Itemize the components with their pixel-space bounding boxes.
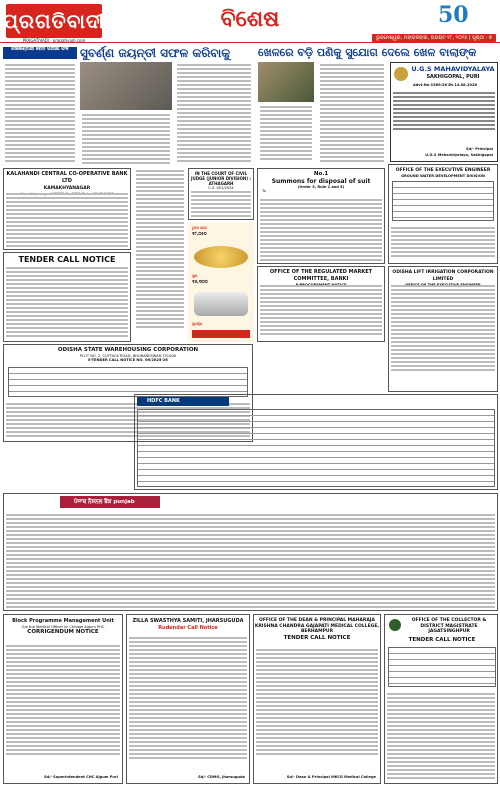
news-column-mid	[80, 112, 172, 166]
headline-left: ସୁବର୍ଣ୍ଣ ଜୟନ୍ତୀ ସଫଳ କରିବାକୁ	[80, 46, 231, 60]
ad-hdfc	[134, 394, 498, 490]
gold-coins-icon	[194, 246, 248, 268]
date-pill: ଭୁବନେଶ୍ୱର, ମଙ୍ଗଳବାର, ଅଗଷ୍ଟ ୧୮, ୨୦୨୫ | ପୃଷ୍ଠା : ୭	[372, 34, 496, 42]
news-column-left	[3, 62, 77, 166]
ad-summons: No.1 Summons for disposal of suit (Order 5, Rule 1 and 5) To	[257, 168, 385, 264]
tender-table	[8, 367, 248, 397]
ad-market: OFFICE OF THE REGULATED MARKET COMMITTEE, BANKI	[257, 266, 385, 342]
news-photo	[80, 62, 172, 110]
dateline	[0, 34, 500, 43]
ad-ugs: U.G.S MAHAVIDYALAYA SAKHIGOPAL, PURI Advt.No-1569/26 Dt.14.08.2026 Sd/- Principal U.G.S Mahavidyalaya, Sakhigopal	[390, 62, 498, 162]
anniversary-logo: 50	[438, 2, 469, 28]
graphic-bar	[192, 330, 250, 338]
news-column-mid3	[134, 168, 186, 338]
news-column-right2	[318, 62, 386, 166]
hdfc-logo: HDFC BANK	[137, 397, 229, 406]
section-title: ବିଶେଷ	[220, 6, 280, 32]
news-column-mid2	[175, 62, 253, 166]
silver-bar-icon	[194, 292, 248, 316]
ad-puri-office: OFFICE OF THE EXECUTIVE ENGINEER GROUND WATER DEVELOPMENT DIVISION	[388, 164, 498, 264]
ad-court: IN THE COURT OF CIVIL JUDGE (JUNIOR DIVISION) : ATHAGARH C.S. 401/2024	[188, 168, 254, 220]
puri-table	[392, 181, 494, 221]
ad-collector: OFFICE OF THE COLLECTOR & DISTRICT MAGISTRATE JAGATSINGHPUR TENDER CALL NOTICE	[384, 614, 498, 784]
left-kicker: ସେକେଣ୍ଡାରୀ ବୋର୍ଡ ପରୀକ୍ଷା ଫଳ	[3, 47, 77, 59]
ad-zilla: ZILLA SWASTHYA SAMITI, JHARSUGUDA Rudendar Call Notice Sd/- CDMO, Jharsuguda	[126, 614, 250, 784]
ad-irrigation: ODISHA LIFT IRRIGATION CORPORATION LIMITED	[388, 266, 498, 392]
ad-odisha-warehouse: ODISHA STATE WAREHOUSING CORPORATION PLOT NO. 2, CUTTACK ROAD, BHUBANESWAR-751006 E-TENDER CALL NOTICE NO. 06/2025-26	[3, 344, 253, 442]
ad-tender-call: TENDER CALL NOTICE	[3, 252, 131, 342]
ad-dean: OFFICE OF THE DEAN & PRINCIPAL MAHARAJA KRISHNA CHANDRA GAJAPATI MEDICAL COLLEGE, BERHAMPUR TENDER CALL NOTICE Sd/- Dean & Principal MKCG Medical College	[253, 614, 381, 784]
ad-kalahandi: KALAHANDI CENTRAL CO-OPERATIVE BANK LTD KAMAKHYANAGAR	[3, 168, 131, 250]
hdfc-table	[137, 409, 495, 487]
news-column-right1	[258, 104, 314, 166]
college-emblem-icon	[394, 67, 408, 81]
headline-right: ଖେଳରେ ବଡ଼ି ପଣିକୁ ସୁଯୋଗ ଦେଲେ ଖେଳ ବାଲାଙ୍କ	[258, 46, 477, 59]
masthead	[0, 0, 500, 46]
paper-subtitle: PRAGATIVADI · pragativadi.com	[22, 38, 86, 43]
gold-graphic: ଟୁଡେ ରେଟ ₹୮,୦୫୦ ସୁନା ₹୬,୩୦୦ ସୁବର୍ଣ୍ଣ	[188, 222, 254, 342]
pnb-logo: ਪੰਜਾਬ ਨੈਸ਼ਨਲ ਬੈਂਕ punjab	[60, 496, 160, 508]
paper-logo: ପ୍ରଗତିବାଦୀ	[6, 4, 102, 38]
ad-pnb	[3, 493, 498, 611]
emblem-icon	[389, 619, 401, 631]
collector-table	[388, 647, 496, 687]
ad-block-pmu: Block Programme Management Unit O/o the Medical Officer i/c Chhage Ajgum PHC CORRIGENDUM NOTICE Sd/- Superintendent CHC Ajgum Puri	[3, 614, 123, 784]
sports-photo	[258, 62, 314, 102]
